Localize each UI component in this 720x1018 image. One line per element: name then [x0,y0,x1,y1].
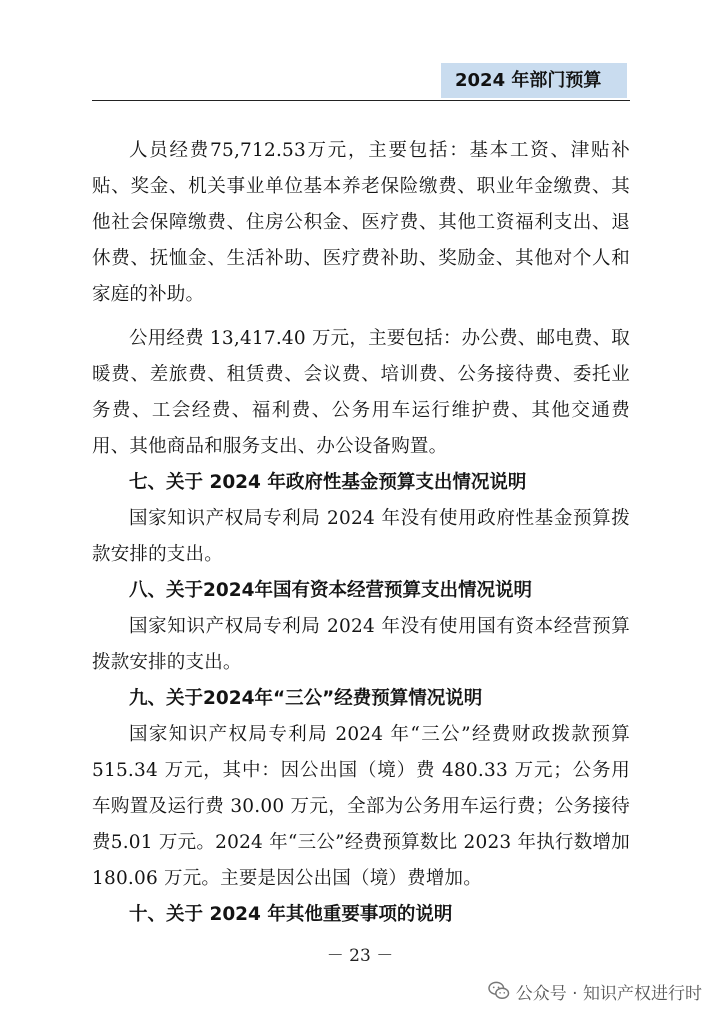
header-divider [92,100,630,101]
paragraph-public-expenses: 公用经费 13,417.40 万元，主要包括：办公费、邮电费、取暖费、差旅费、租赁费、会议费、培训费、公务接待费、委托业务费、工会经费、福利费、公务用车运行维护费、其他交通费用、其他商品和服务支出、办公设备购置。 [92,328,630,457]
section-heading-7: 七、关于 2024 年政府性基金预算支出情况说明 [129,472,527,493]
page-number: － 23 － [326,946,394,966]
section-heading-9: 九、关于2024年“三公”经费预算情况说明 [129,688,483,709]
wechat-icon [488,981,510,1001]
watermark-text: 公众号 · 知识产权进行时 [515,983,702,1004]
section-heading-8: 八、关于2024年国有资本经营预算支出情况说明 [129,580,532,601]
section-heading-10: 十、关于 2024 年其他重要事项的说明 [129,904,453,925]
paragraph-section-7: 国家知识产权局专利局 2024 年没有使用政府性基金预算拨款安排的支出。 [92,508,630,565]
paragraph-personnel-expenses: 人员经费75,712.53万元，主要包括：基本工资、津贴补贴、奖金、机关事业单位基本养老保险缴费、职业年金缴费、其他社会保障缴费、住房公积金、医疗费、其他工资福利支出、退休费、抚恤金、生活补助、医疗费补助、奖励金、其他对个人和家庭的补助。 [92,140,630,305]
document-body [92,133,630,933]
paragraph-section-8: 国家知识产权局专利局 2024 年没有使用国有资本经营预算拨款安排的支出。 [92,616,630,673]
paragraph-section-9: 国家知识产权局专利局 2024 年“三公”经费财政拨款预算515.34 万元，其中：因公出国（境）费 480.33 万元；公务用车购置及运行费 30.00 万元，全部为公务用车运行费；公务接待费5.01 万元。2024 年“三公”经费预算数比 2023 年执行数增加 180.06 万元。主要是因公出国（境）费增加。 [92,724,630,889]
document-header-tag: 2024 年部门预算 [441,63,627,98]
watermark [488,976,702,1006]
